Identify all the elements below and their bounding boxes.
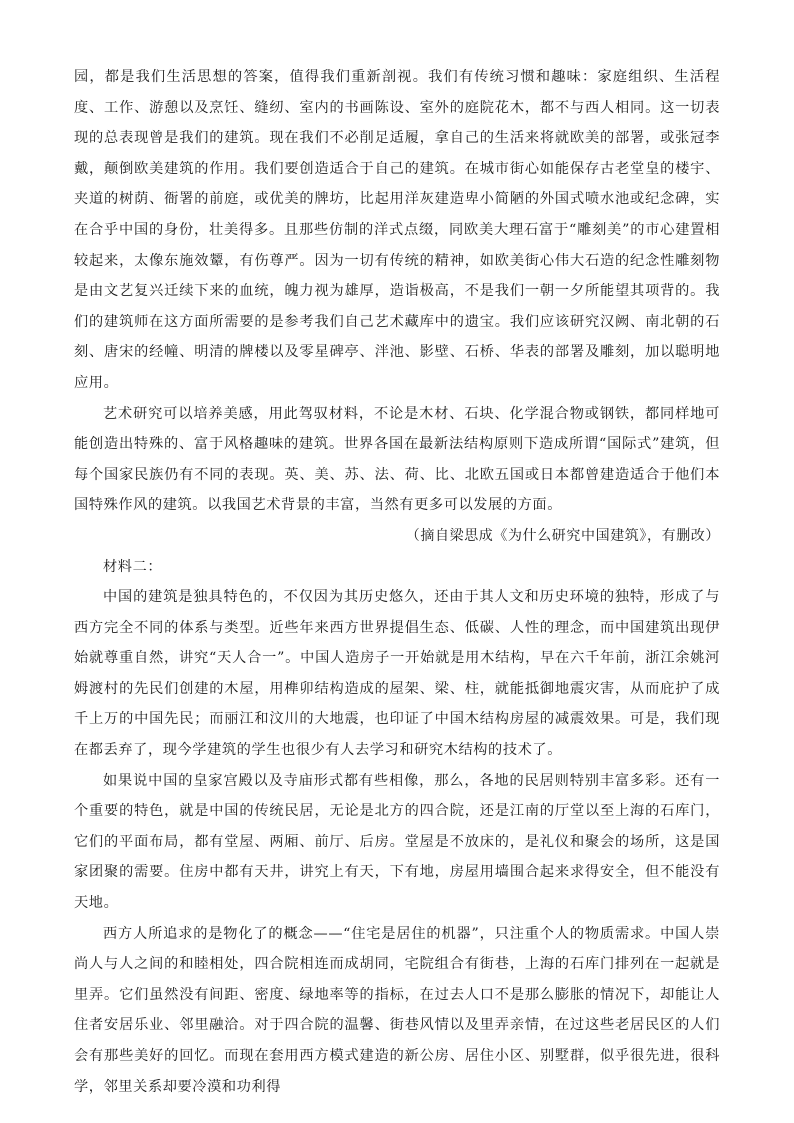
paragraph-3: 中国的建筑是独具特色的，不仅因为其历史悠久，还由于其人文和历史环境的独特，形成了与西方完全不同的体系与类型。近些年来西方世界提倡生态、低碳、人性的理念，而中国建筑出现伊始就尊重自然，讲究“天人合一”。中国人造房子一开始就是用木结构，早在六千年前，浙江余姚河姆渡村的先民们创建的木屋，用榫卯结构造成的屋架、梁、柱，就能抵御地震灾害，从而庇护了成千上万的中国先民；而丽江和汶川的大地震，也印证了中国木结构房屋的减震效果。可是，我们现在都丢弃了，现今学建筑的学生也很少有人去学习和研究木结构的技术了。 — [74, 589, 720, 759]
material-2-heading: 材料二： — [103, 558, 163, 575]
source-citation: （摘自梁思成《为什么研究中国建筑》，有删改） — [405, 527, 720, 544]
paragraph-2: 艺术研究可以培养美感，用此驾驭材料，不论是木材、石块、化学混合物或钢铁，都同样地可能创造出特殊的、富于风格趣味的建筑。世界各国在最新法结构原则下造成所谓“国际式”建筑，但每个国家民族仍有不同的表现。英、美、苏、法、荷、比、北欧五国或日本都曾建造适合于他们本国特殊作风的建筑。以我国艺术背景的丰富，当然有更多可以发展的方面。 — [74, 405, 720, 514]
paragraph-5: 西方人所追求的是物化了的概念——“住宅是居住的机器”，只注重个人的物质需求。中国人崇尚人与人之间的和睦相处，四合院相连而成胡同，宅院组合有街巷，上海的石库门排列在一起就是里弄。它们虽然没有间距、密度、绿地率等的指标，在过去人口不是那么膨胀的情况下，却能让人住者安居乐业、邻里融洽。对于四合院的温馨、街巷风情以及里弄亲情，在过这些老居民区的人们会有那些美好的回忆。而现在套用西方模式建造的新公房、居住小区、别墅群，似乎很先进，很科学，邻里关系却要冷漠和功利得 — [74, 925, 720, 1095]
paragraph-4: 如果说中国的皇家宫殿以及寺庙形式都有些相像，那么，各地的民居则特别丰富多彩。还有一个重要的特色，就是中国的传统民居，无论是北方的四合院，还是江南的厅堂以至上海的石库门，它们的平面布局，都有堂屋、两厢、前厅、后房。堂屋是不放床的，是礼仪和聚会的场所，这是国家团聚的需要。住房中都有天井，讲究上有天，下有地，房屋用墙围合起来求得安全，但不能没有天地。 — [74, 772, 720, 912]
document-page — [74, 62, 720, 1102]
paragraph-1: 园，都是我们生活思想的答案，值得我们重新剖视。我们有传统习惯和趣味：家庭组织、生活程度、工作、游憩以及烹饪、缝纫、室内的书画陈设、室外的庭院花木，都不与西人相同。这一切表现的总表现曾是我们的建筑。现在我们不必削足适履，拿自己的生活来将就欧美的部署，或张冠李戴，颠倒欧美建筑的作用。我们要创造适合于自己的建筑。在城市街心如能保存古老堂皇的楼宇、夹道的树荫、衙署的前庭，或优美的牌坊，比起用洋灰建造卑小简陋的外国式喷水池或纪念碑，实在合乎中国的身份，壮美得多。且那些仿制的洋式点缀，同欧美大理石富于“雕刻美”的市心建置相较起来，太像东施效颦，有伤尊严。因为一切有传统的精神，如欧美街心伟大石造的纪念性雕刻物是由文艺复兴迁续下来的血统，魄力视为雄厚，造诣极高，不是我们一朝一夕所能望其项背的。我们的建筑师在这方面所需要的是参考我们自己艺术藏库中的遗宝。我们应该研究汉阙、南北朝的石刻、唐宋的经幢、明清的牌楼以及零星碑亭、泮池、影壁、石桥、华表的部署及雕刻，加以聪明地应用。 — [74, 69, 720, 391]
